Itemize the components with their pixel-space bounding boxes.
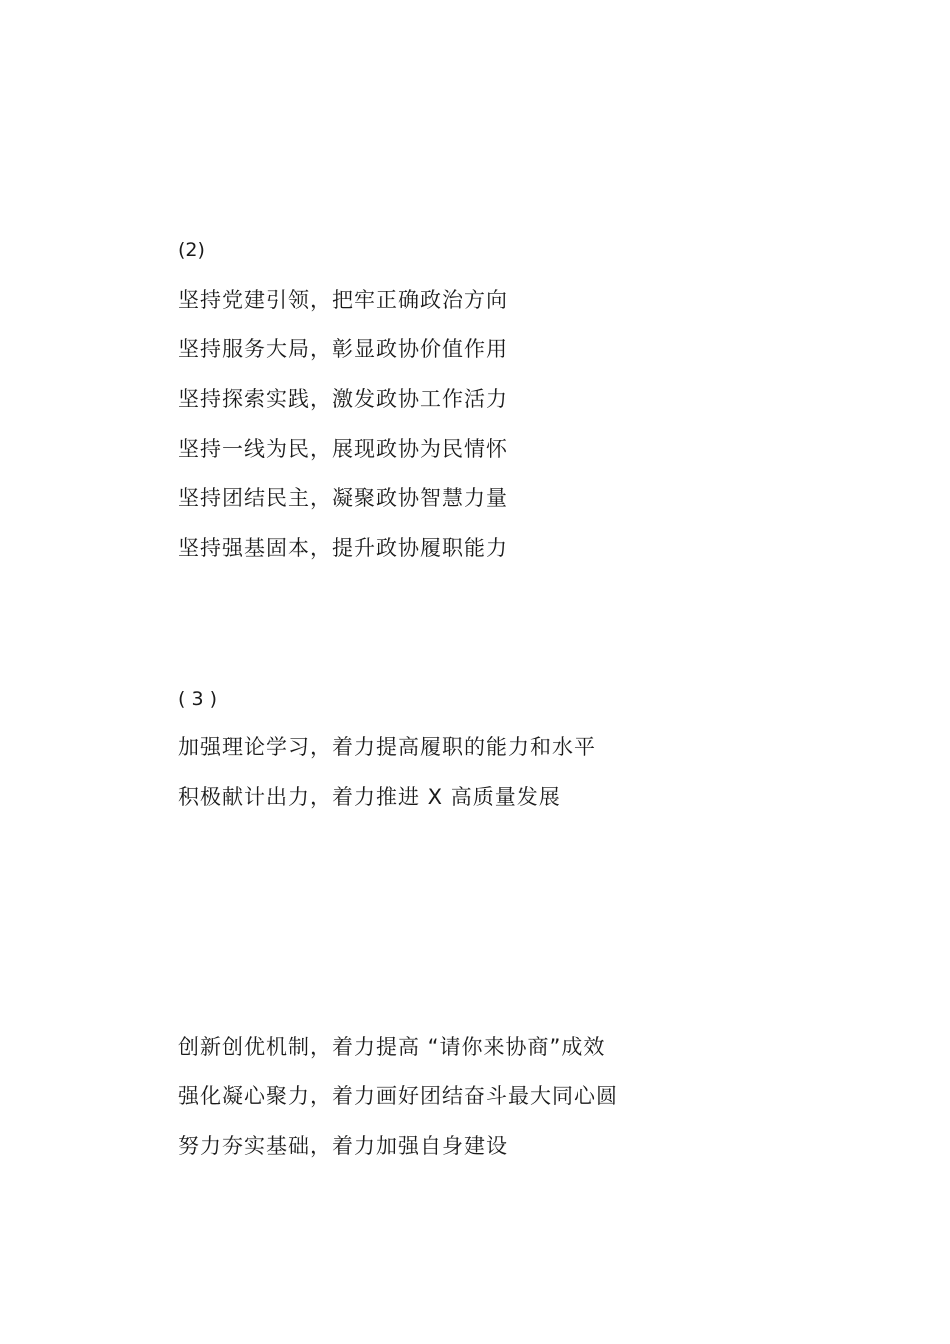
section-2-line-3: 坚持探索实践，激发政协工作活力 bbox=[178, 387, 508, 411]
section-3-line-4: 强化凝心聚力，着力画好团结奋斗最大同心圆 bbox=[178, 1084, 618, 1108]
section-3-marker: ( 3 ) bbox=[178, 688, 217, 710]
section-2-line-6: 坚持强基固本，提升政协履职能力 bbox=[178, 536, 508, 560]
section-2-line-4: 坚持一线为民，展现政协为民情怀 bbox=[178, 437, 508, 461]
section-3-line-5: 努力夯实基础，着力加强自身建设 bbox=[178, 1134, 508, 1158]
section-3-line-3: 创新创优机制，着力提高 “请你来协商”成效 bbox=[178, 1035, 606, 1059]
section-2-marker: (2) bbox=[178, 239, 205, 261]
section-2-line-1: 坚持党建引领，把牢正确政治方向 bbox=[178, 288, 508, 312]
section-2-line-5: 坚持团结民主，凝聚政协智慧力量 bbox=[178, 486, 508, 510]
section-3-line-2: 积极献计出力，着力推进 X 高质量发展 bbox=[178, 785, 561, 809]
section-3-line-1: 加强理论学习，着力提高履职的能力和水平 bbox=[178, 735, 596, 759]
section-2-line-2: 坚持服务大局，彰显政协价值作用 bbox=[178, 337, 508, 361]
